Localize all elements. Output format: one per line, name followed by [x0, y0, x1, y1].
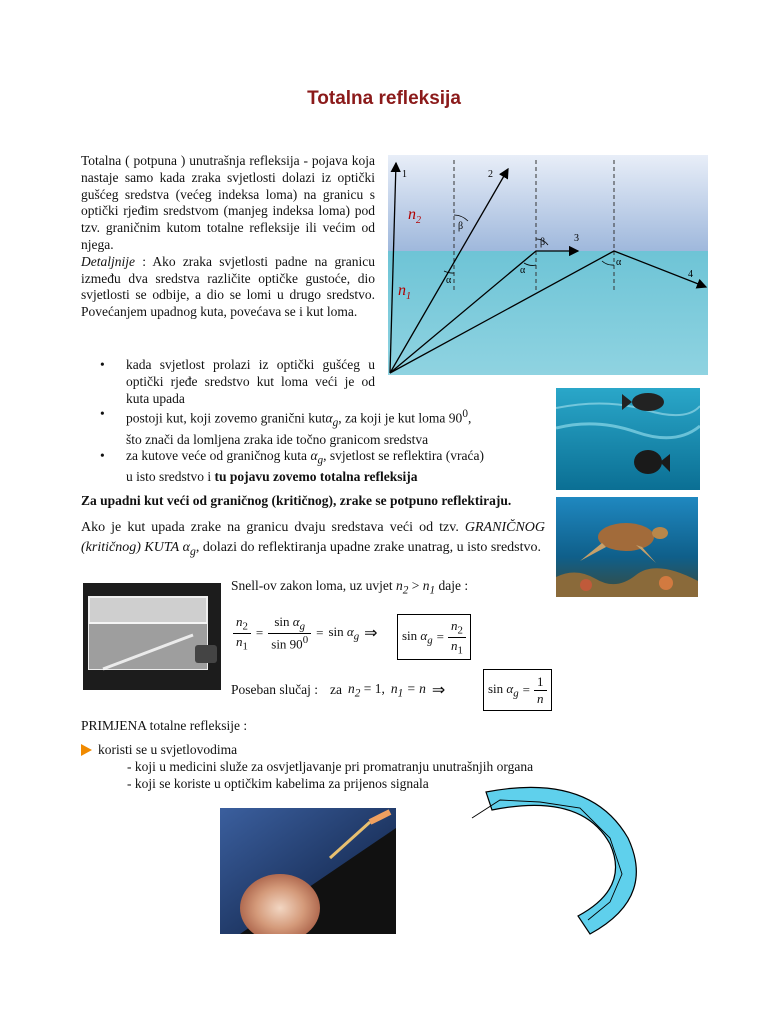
- snell-label: Snell-ov zakon loma, uz uvjet $n_2 > n_1$ daje :: [231, 578, 469, 597]
- fish-1: [632, 393, 664, 411]
- ray-label-3: 3: [574, 233, 579, 244]
- beta-1: β: [458, 221, 464, 232]
- intro-paragraph: [81, 153, 375, 321]
- aquarium-photo: [83, 583, 221, 690]
- alpha-3: α: [616, 257, 622, 268]
- fish-2: [634, 450, 662, 474]
- fish-photo: [556, 388, 700, 490]
- turtle-photo: [556, 497, 698, 597]
- critical-angle-paragraph: Ako je kut upada zrake na granicu dvaju sredstava veći od tzv. GRANIČNOG (kritičnog) KUTA $\alpha_g$, dolazi do reflektiranja upadne zrake unatrag, u isto sredstvo.: [81, 520, 546, 558]
- application-sub-1: - koji u medicini služe za osvjetljavanje pri promatranju unutrašnjih organa: [127, 759, 534, 774]
- orange-arrow-icon: [81, 744, 92, 756]
- n1-label: $n_1$: [398, 282, 411, 302]
- turtle: [598, 523, 654, 551]
- refraction-diagram: [388, 155, 708, 375]
- formula-box-1: $\sin \alpha_g$ = $\frac{n_2}{n_1}$: [397, 614, 471, 660]
- ray-label-2: 2: [488, 169, 493, 180]
- light-guide-diagram: [470, 778, 660, 938]
- air-region: [388, 155, 708, 251]
- ray-label-1: 1: [402, 169, 407, 180]
- applications-heading: PRIMJENA totalne refleksije :: [81, 718, 248, 733]
- ray-label-4: 4: [688, 269, 693, 280]
- bold-statement: Za upadni kut veći od graničnog (kritičnog), zrake se potpuno reflektiraju.: [81, 493, 512, 508]
- application-sub-2: - koji se koriste u optičkim kabelima za prijenos signala: [127, 776, 429, 791]
- n2-label: $n_2$: [408, 206, 421, 226]
- alpha-1: α: [446, 275, 452, 286]
- snell-formula: $\frac{n_2}{n_1}$ = $\frac{\sin \alpha_g}{\sin 90^0}$ = $\sin \alpha_g$ ⇒: [233, 614, 378, 652]
- detail-text: : Ako zraka svjetlosti padne na granicu između dva sredstva različite optičke gustoće, dio svjetlosti se odbije, a dio se lomi u drugo sredstvo. Povećanjem upadnog kuta, povećava se i kut loma.: [81, 253, 375, 320]
- alpha-2: α: [520, 265, 526, 276]
- formula-box-2: $\sin \alpha_g$ = $\frac{1}{n}$: [483, 669, 552, 711]
- fiber-cable-photo: [220, 808, 396, 934]
- page-title: Totalna refleksija: [307, 88, 461, 109]
- light-guide-tube: [486, 787, 636, 934]
- application-item: koristi se u svjetlovodima: [81, 742, 237, 758]
- special-case: Poseban slučaj : za $n_2 = 1$, $n_1 = n$ ⇒: [231, 680, 446, 700]
- beta-2: β: [540, 237, 546, 248]
- intro-text: Totalna ( potpuna ) unutrašnja refleksija - pojava koja nastaje samo kada zraka svjetlosti dolazi iz optički gušćeg sredstva (većeg indeksa loma) na granicu s optički rjeđim sredstvom (manjeg indeksa loma) pod tzv. graničnim kutom totalne refleksije ili većim od njega.: [81, 153, 375, 252]
- detail-label: Detaljnije: [81, 253, 135, 269]
